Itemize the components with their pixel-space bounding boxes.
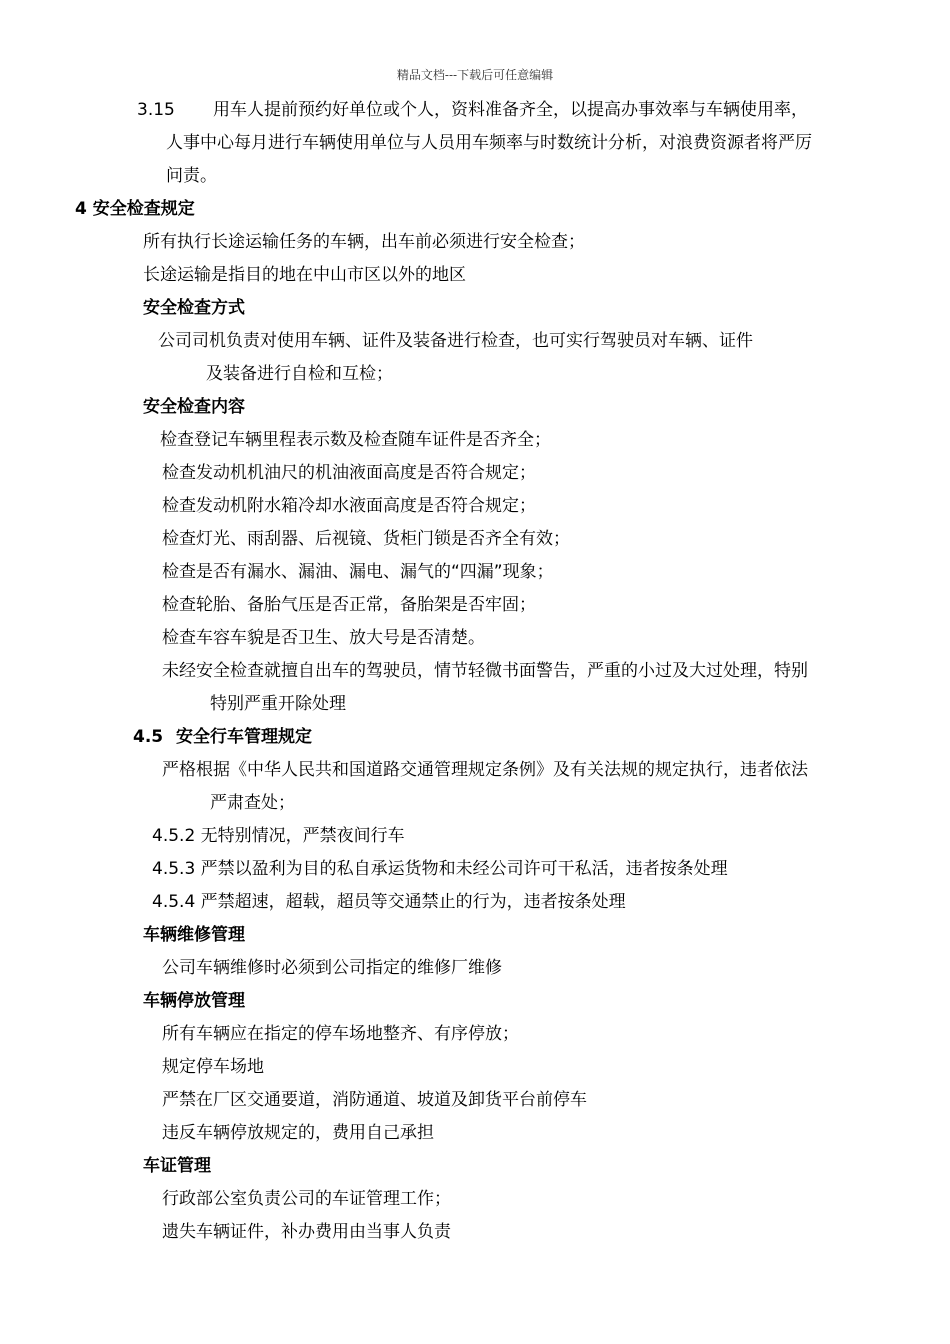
paragraph-line: 人事中心每月进行车辆使用单位与人员用车频率与时数统计分析，对浪费资源者将严厉 [166,133,812,153]
paragraph-line: 长途运输是指目的地在中山市区以外的地区 [143,265,466,285]
subsection-heading: 安全检查内容 [143,397,245,417]
section-number-4-5: 4.5 [133,727,164,747]
list-item-4-5-3: 4.5.3 严禁以盈利为目的私自承运货物和未经公司许可干私活，违者按条处理 [152,859,728,879]
line-3-15-text: 用车人提前预约好单位或个人，资料准备齐全，以提高办事效率与车辆使用率， [213,100,808,120]
list-item: 检查发动机机油尺的机油液面高度是否符合规定； [162,463,536,483]
list-item: 未经安全检查就擅自出车的驾驶员，情节轻微书面警告，严重的小过及大过处理，特别 [162,661,808,681]
page-header: 精品文档---下载后可任意编辑 [396,68,554,82]
subsection-heading: 车辆维修管理 [143,925,245,945]
section-heading-4-5: 安全行车管理规定 [176,727,312,747]
paragraph-line: 公司司机负责对使用车辆、证件及装备进行检查，也可实行驾驶员对车辆、证件 [158,331,753,351]
list-item: 规定停车场地 [162,1057,264,1077]
paragraph-line: 所有执行长途运输任务的车辆，出车前必须进行安全检查； [143,232,585,252]
list-item: 检查灯光、雨刮器、后视镜、货柜门锁是否齐全有效； [162,529,570,549]
list-item-continued: 特别严重开除处理 [210,694,346,714]
list-item: 遗失车辆证件，补办费用由当事人负责 [162,1222,451,1242]
list-item: 违反车辆停放规定的，费用自己承担 [162,1123,434,1143]
list-item: 检查登记车辆里程表示数及检查随车证件是否齐全； [160,430,551,450]
paragraph-line: 及装备进行自检和互检； [206,364,393,384]
paragraph-line: 严肃查处； [210,793,295,813]
paragraph-line: 公司车辆维修时必须到公司指定的维修厂维修 [162,958,502,978]
paragraph-line: 问责。 [166,166,217,186]
section-heading-4: 4 安全检查规定 [75,199,195,219]
list-item-4-5-2: 4.5.2 无特别情况，严禁夜间行车 [152,826,405,846]
list-item: 所有车辆应在指定的停车场地整齐、有序停放； [162,1024,519,1044]
list-item: 检查车容车貌是否卫生、放大号是否清楚。 [162,628,485,648]
list-item: 检查发动机附水箱冷却水液面高度是否符合规定； [162,496,536,516]
paragraph-line: 严格根据《中华人民共和国道路交通管理规定条例》及有关法规的规定执行，违者依法 [162,760,808,780]
list-item-4-5-4: 4.5.4 严禁超速，超载，超员等交通禁止的行为，违者按条处理 [152,892,626,912]
subsection-heading: 车证管理 [143,1156,211,1176]
line-3-15-number: 3.15 [137,100,175,120]
list-item: 检查轮胎、备胎气压是否正常，备胎架是否牢固； [162,595,536,615]
list-item: 行政部公室负责公司的车证管理工作； [162,1189,451,1209]
subsection-heading: 车辆停放管理 [143,991,245,1011]
list-item: 检查是否有漏水、漏油、漏电、漏气的“四漏”现象； [162,562,554,582]
subsection-heading: 安全检查方式 [143,298,245,318]
list-item: 严禁在厂区交通要道，消防通道、坡道及卸货平台前停车 [162,1090,587,1110]
